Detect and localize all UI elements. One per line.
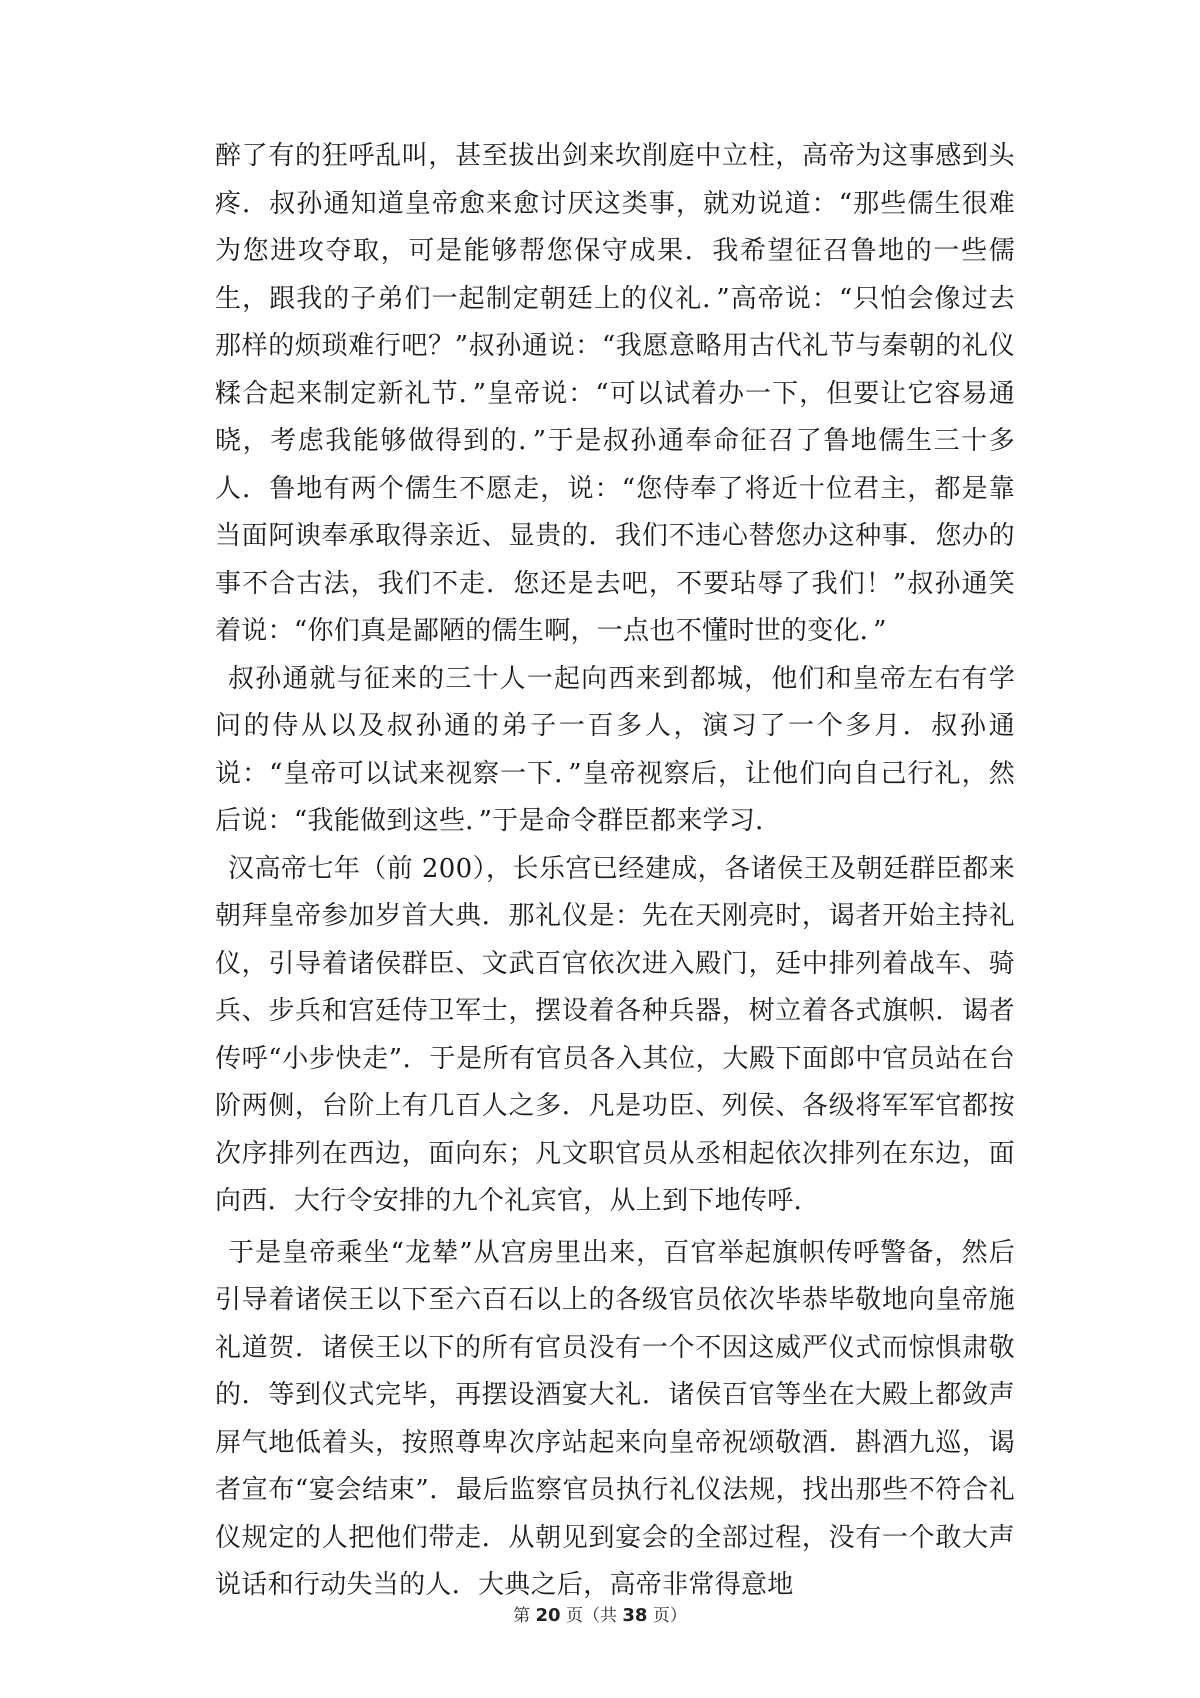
paragraph-4: 于是皇帝乘坐“龙辇”从宫房里出来，百官举起旗帜传呼警备，然后引导着诸侯王以下至六百石以上的各级官员依次毕恭毕敬地向皇帝施礼道贺．诸侯王以下的所有官员没有一个不因这威严仪式而惊惧肃敬的．等到仪式完毕，再摆设酒宴大礼．诸侯百官等坐在大殿上都敛声屏气地低着头，按照尊卑次序站起来向皇帝祝颂敬酒．斟酒九巡，谒者宣布“宴会结束”．最后监察官员执行礼仪法规，找出那些不符合礼仪规定的人把他们带走．从朝见到宴会的全部过程，没有一个敢大声说话和行动失当的人．大典之后，高帝非常得意地 xyxy=(215,1237,1015,1600)
paragraph-1: 醉了有的狂呼乱叫，甚至拔出剑来坎削庭中立柱，高帝为这事感到头疼．叔孙通知道皇帝愈来愈讨厌这类事，就劝说道：“那些儒生很难为您进攻夺取，可是能够帮您保守成果．我希望征召鲁地的一些儒生，跟我的子弟们一起制定朝廷上的仪礼．”高帝说：“只怕会像过去那样的烦琐难行吧？”叔孙通说：“我愿意略用古代礼节与秦朝的礼仪糅合起来制定新礼节．”皇帝说：“可以试着办一下，但要让它容易通晓，考虑我能够做得到的．”于是叔孙通奉命征召了鲁地儒生三十多人．鲁地有两个儒生不愿走，说：“您侍奉了将近十位君主，都是靠当面阿谀奉承取得亲近、显贵的．我们不违心替您办这种事．您办的事不合古法，我们不走．您还是去吧，不要玷辱了我们！”叔孙通笑着说：“你们真是鄙陋的儒生啊，一点也不懂时世的变化．” xyxy=(215,141,1015,646)
footer-suffix: 页） xyxy=(652,1606,687,1626)
footer-prefix: 第 xyxy=(513,1606,531,1626)
page-footer xyxy=(0,1601,1200,1626)
paragraph-2: 叔孙通就与征来的三十人一起向西来到都城，他们和皇帝左右有学问的侍从以及叔孙通的弟子一百多人，演习了一个多月．叔孙通说：“皇帝可以试来视察一下．”皇帝视察后，让他们向自己行礼，然后说：“我能做到这些．”于是命令群臣都来学习． xyxy=(215,663,1015,836)
current-page-number: 20 xyxy=(535,1605,561,1626)
total-page-count: 38 xyxy=(622,1605,648,1626)
document-body xyxy=(215,133,1015,1610)
footer-middle: 页（共 xyxy=(566,1606,617,1626)
paragraph-3: 汉高帝七年（前 200），长乐宫已经建成，各诸侯王及朝廷群臣都来朝拜皇帝参加岁首大典．那礼仪是：先在天刚亮时，谒者开始主持礼仪，引导着诸侯群臣、文武百官依次进入殿门，廷中排列着战车、骑兵、步兵和宫廷侍卫军士，摆设着各种兵器，树立着各式旗帜．谒者传呼“小步快走”．于是所有官员各入其位，大殿下面郎中官员站在台阶两侧，台阶上有几百人之多．凡是功臣、列侯、各级将军军官都按次序排列在西边，面向东；凡文职官员从丞相起依次排列在东边，面向西．大行令安排的九个礼宾官，从上到下地传呼． xyxy=(215,853,1015,1216)
